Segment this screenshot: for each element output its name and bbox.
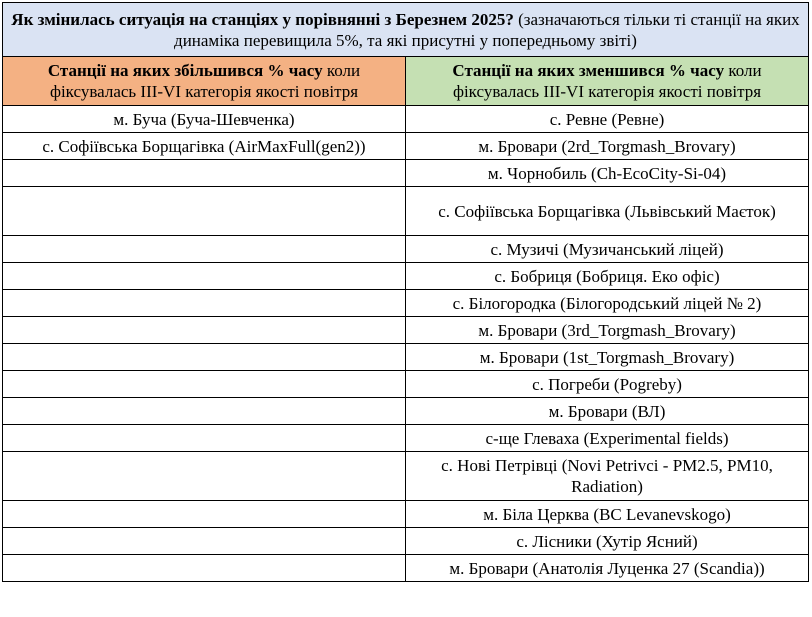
- decreased-cell: с. Софіївська Борщагівка (Львівський Маєток): [406, 187, 809, 236]
- increased-cell: [3, 452, 406, 501]
- decreased-cell: м. Бровари (Анатолія Луценка 27 (Scandia)): [406, 555, 809, 582]
- increased-cell: [3, 425, 406, 452]
- decreased-cell: с. Бобриця (Бобриця. Еко офіс): [406, 263, 809, 290]
- increased-cell: м. Буча (Буча-Шевченка): [3, 106, 406, 133]
- increased-cell: [3, 317, 406, 344]
- table-row: [3, 528, 809, 555]
- table-row: [3, 290, 809, 317]
- stations-comparison-table: [2, 2, 809, 582]
- table-row: [3, 425, 809, 452]
- increased-cell: с. Софіївська Борщагівка (AirMaxFull(gen2)): [3, 133, 406, 160]
- decreased-cell: с. Ревне (Ревне): [406, 106, 809, 133]
- table-row: [3, 263, 809, 290]
- decreased-cell: м. Бровари (2rd_Torgmash_Brovary): [406, 133, 809, 160]
- header-increased-bold: Станції на яких збільшився % часу: [47, 61, 323, 80]
- increased-cell: [3, 528, 406, 555]
- decreased-cell: м. Бровари (ВЛ): [406, 398, 809, 425]
- increased-cell: [3, 187, 406, 236]
- increased-cell: [3, 555, 406, 582]
- decreased-cell: м. Бровари (1st_Torgmash_Brovary): [406, 344, 809, 371]
- increased-cell: [3, 236, 406, 263]
- table-row: [3, 317, 809, 344]
- table-row: [3, 133, 809, 160]
- increased-cell: [3, 501, 406, 528]
- increased-cell: [3, 263, 406, 290]
- header-decreased-bold: Станції на яких зменшився % часу: [452, 61, 725, 80]
- increased-cell: [3, 344, 406, 371]
- decreased-cell: с. Білогородка (Білогородський ліцей № 2): [406, 290, 809, 317]
- decreased-cell: м. Чорнобиль (Ch-EcoCity-Si-04): [406, 160, 809, 187]
- decreased-cell: с. Лісники (Хутір Ясний): [406, 528, 809, 555]
- title-row: [3, 3, 809, 57]
- table-row: [3, 160, 809, 187]
- decreased-cell: м. Бровари (3rd_Torgmash_Brovary): [406, 317, 809, 344]
- table-row: [3, 501, 809, 528]
- table-row: [3, 555, 809, 582]
- decreased-cell: с-ще Глеваха (Experimental fields): [406, 425, 809, 452]
- decreased-cell: с. Нові Петрівці (Novi Petrivci - PM2.5, PM10, Radiation): [406, 452, 809, 501]
- table-row: [3, 371, 809, 398]
- table-row: [3, 344, 809, 371]
- decreased-cell: м. Біла Церква (BC Levanevskogo): [406, 501, 809, 528]
- decreased-cell: с. Музичі (Музичанський ліцей): [406, 236, 809, 263]
- table-row: [3, 187, 809, 236]
- table-row: [3, 236, 809, 263]
- increased-cell: [3, 290, 406, 317]
- table-row: [3, 398, 809, 425]
- increased-cell: [3, 160, 406, 187]
- header-row: [3, 57, 809, 106]
- table-row: [3, 106, 809, 133]
- header-increased-normal: коли фіксувалась III-VI категорія якості повітря: [49, 61, 361, 101]
- header-decreased: [406, 57, 809, 106]
- table-row: [3, 452, 809, 501]
- increased-cell: [3, 371, 406, 398]
- decreased-cell: с. Погреби (Pogreby): [406, 371, 809, 398]
- table-title: [3, 3, 809, 57]
- header-decreased-normal: коли фіксувалась III-VI категорія якості повітря: [452, 61, 762, 101]
- title-note-text: (зазначаються тільки ті станції на яких динаміка перевищила 5%, та які присутні у попередньому звіті): [174, 9, 800, 50]
- header-increased: [3, 57, 406, 106]
- title-bold-text: Як змінилась ситуація на станціях у порівнянні з Березнем 2025?: [11, 9, 514, 29]
- increased-cell: [3, 398, 406, 425]
